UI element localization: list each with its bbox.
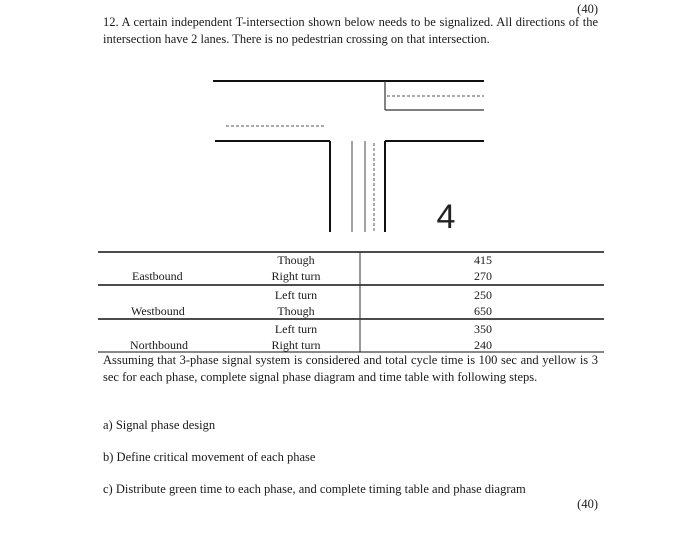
direction-northbound: Northbound	[130, 338, 188, 352]
movement-cell: Left turn	[274, 288, 318, 302]
direction-westbound: Westbound	[131, 304, 185, 318]
problem-statement: 12. A certain independent T-intersection shown below needs to be signalized. All directions of the intersection have 2 lanes. There is no pedestrian crossing on that intersection.	[103, 15, 598, 46]
volume-cell: 650	[474, 304, 492, 318]
step-a: a) Signal phase design	[103, 418, 216, 432]
direction-eastbound: Eastbound	[132, 269, 183, 283]
problem-points: (40)	[577, 2, 598, 16]
volume-cell: 270	[474, 269, 492, 283]
movement-cell: Though	[277, 304, 315, 318]
footer-points: (40)	[577, 497, 598, 511]
movement-cell: Right turn	[271, 338, 321, 352]
movement-cell: Left turn	[274, 322, 318, 336]
north-symbol: 4	[436, 198, 456, 236]
volume-cell: 250	[474, 288, 492, 302]
step-c: c) Distribute green time to each phase, and complete timing table and phase diagram	[103, 482, 526, 496]
volume-cell: 240	[474, 338, 492, 352]
movement-cell: Right turn	[271, 269, 321, 283]
volume-cell: 350	[474, 322, 492, 336]
movement-cell: Though	[277, 253, 315, 267]
assumption-text: Assuming that 3-phase signal system is considered and total cycle time is 100 sec and yellow is 3 sec for each phase, complete signal phase diagram and time table with following steps.	[103, 353, 598, 384]
step-b: b) Define critical movement of each phase	[103, 450, 316, 464]
volume-cell: 415	[474, 253, 492, 267]
